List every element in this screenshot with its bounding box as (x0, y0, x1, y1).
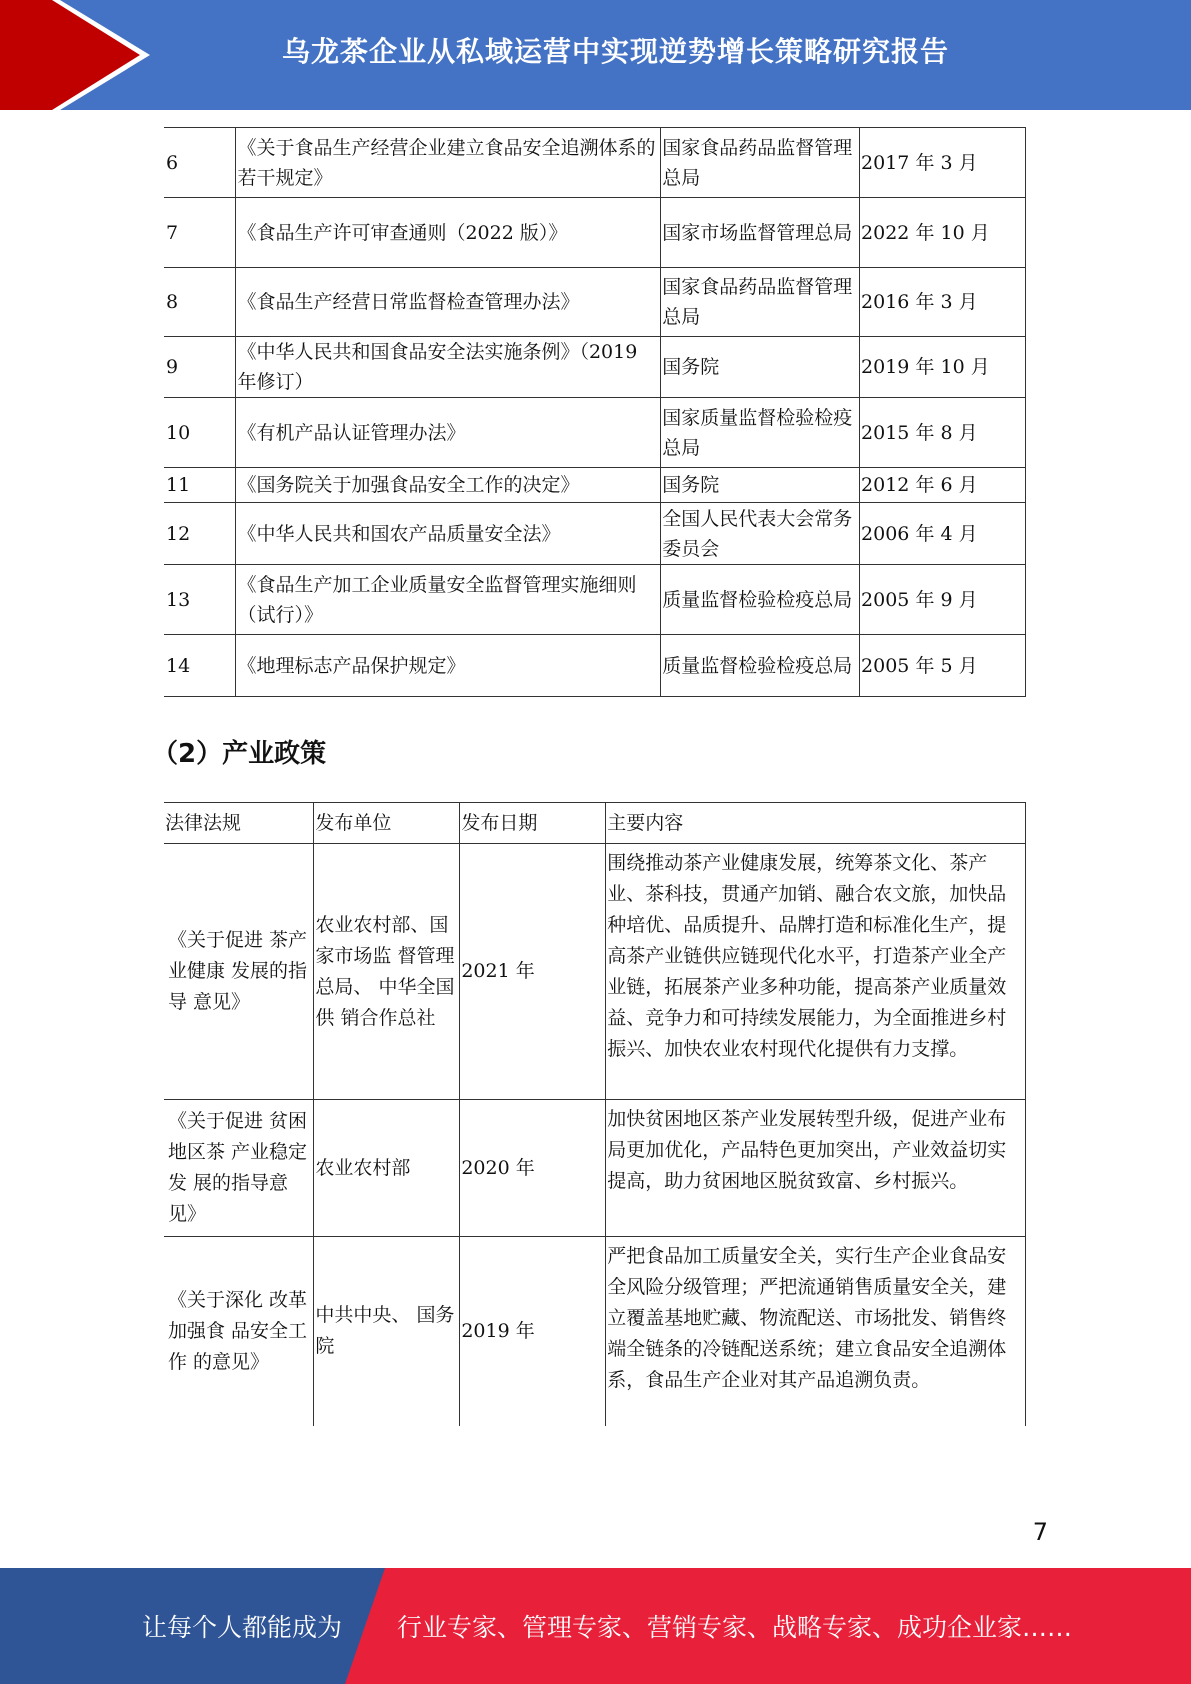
regulation-date: 2017 年 3 月 (860, 128, 1026, 198)
regulation-issuer: 国家食品药品监督管理总局 (661, 128, 860, 198)
policy-content: 严把食品加工质量安全关，实行生产企业食品安全风险分级管理；严把流通销售质量安全关，建立覆盖基地贮藏、物流配送、市场批发、销售终端全链条的冷链配送系统；建立食品安全追溯体系，食品生产企业对其产品追溯负责。 (606, 1237, 1026, 1426)
regulation-name: 《中华人民共和国农产品质量安全法》 (236, 503, 661, 565)
row-number: 6 (164, 128, 236, 198)
report-title: 乌龙茶企业从私域运营中实现逆势增长策略研究报告 (281, 35, 949, 68)
regulation-issuer: 国家市场监督管理总局 (661, 198, 860, 268)
table-row (164, 468, 1026, 503)
regulation-name: 《食品生产许可审查通则（2022 版）》 (236, 198, 661, 268)
row-number: 12 (164, 503, 236, 565)
regulations-table (164, 127, 1026, 697)
row-number: 11 (164, 468, 236, 503)
table-row (164, 1100, 1026, 1237)
table-row (164, 844, 1026, 1100)
table-row (164, 503, 1026, 565)
regulation-date: 2019 年 10 月 (860, 337, 1026, 398)
policy-content: 加快贫困地区茶产业发展转型升级，促进产业布局更加优化，产品特色更加突出，产业效益切实提高，助力贫困地区脱贫致富、乡村振兴。 (606, 1100, 1026, 1237)
regulation-name: 《有机产品认证管理办法》 (236, 398, 661, 468)
regulation-name: 《食品生产经营日常监督检查管理办法》 (236, 268, 661, 337)
regulation-date: 2022 年 10 月 (860, 198, 1026, 268)
regulation-date: 2006 年 4 月 (860, 503, 1026, 565)
row-number: 10 (164, 398, 236, 468)
table-row (164, 565, 1026, 635)
regulation-issuer: 质量监督检验检疫总局 (661, 635, 860, 697)
table-row (164, 1237, 1026, 1426)
regulation-issuer: 质量监督检验检疫总局 (661, 565, 860, 635)
table-row (164, 268, 1026, 337)
regulation-name: 《关于食品生产经营企业建立食品安全追溯体系的若干规定》 (236, 128, 661, 198)
policy-name: 《关于促进 贫困地区茶 产业稳定发 展的指导意 见》 (164, 1100, 314, 1237)
row-number: 13 (164, 565, 236, 635)
regulation-issuer: 国家质量监督检验检疫总局 (661, 398, 860, 468)
column-header: 发布单位 (314, 803, 460, 844)
regulation-name: 《中华人民共和国食品安全法实施条例》（2019 年修订） (236, 337, 661, 398)
regulation-issuer: 国家食品药品监督管理总局 (661, 268, 860, 337)
page-number: 7 (1032, 1518, 1048, 1546)
policy-name: 《关于深化 改革加强食 品安全工作 的意见》 (164, 1237, 314, 1426)
table-header-row (164, 803, 1026, 844)
regulation-issuer: 国务院 (661, 337, 860, 398)
regulation-date: 2016 年 3 月 (860, 268, 1026, 337)
column-header: 发布日期 (460, 803, 606, 844)
policy-date: 2019 年 (460, 1237, 606, 1426)
regulation-date: 2012 年 6 月 (860, 468, 1026, 503)
footer-slogan-right: 行业专家、管理专家、营销专家、战略专家、成功企业家…… (397, 1613, 1073, 1642)
page-header (0, 0, 1191, 110)
policy-date: 2021 年 (460, 844, 606, 1100)
table-row (164, 337, 1026, 398)
footer-slogan-left: 让每个人都能成为 (142, 1613, 343, 1642)
column-header: 法律法规 (164, 803, 314, 844)
table-row (164, 198, 1026, 268)
page-footer (0, 1568, 1191, 1684)
regulation-date: 2015 年 8 月 (860, 398, 1026, 468)
table-row (164, 635, 1026, 697)
policy-date: 2020 年 (460, 1100, 606, 1237)
header-arrow-decoration (0, 0, 160, 110)
regulation-name: 《地理标志产品保护规定》 (236, 635, 661, 697)
policy-issuer: 中共中央、 国务院 (314, 1237, 460, 1426)
regulation-name: 《国务院关于加强食品安全工作的决定》 (236, 468, 661, 503)
policy-content: 围绕推动茶产业健康发展，统筹茶文化、茶产业、茶科技，贯通产加销、融合农文旅，加快品种培优、品质提升、品牌打造和标准化生产，提高茶产业链供应链现代化水平，打造茶产业全产业链，拓展茶产业多种功能，提高茶产业质量效益、竞争力和可持续发展能力，为全面推进乡村振兴、加快农业农村现代化提供有力支撑。 (606, 844, 1026, 1100)
table-row (164, 128, 1026, 198)
regulation-date: 2005 年 5 月 (860, 635, 1026, 697)
policy-table (164, 802, 1026, 1426)
policy-name: 《关于促进 茶产业健康 发展的指导 意见》 (164, 844, 314, 1100)
regulation-issuer: 国务院 (661, 468, 860, 503)
column-header: 主要内容 (606, 803, 1026, 844)
row-number: 9 (164, 337, 236, 398)
regulation-date: 2005 年 9 月 (860, 565, 1026, 635)
section-heading: （2）产业政策 (152, 739, 327, 769)
row-number: 14 (164, 635, 236, 697)
regulation-issuer: 全国人民代表大会常务委员会 (661, 503, 860, 565)
policy-issuer: 农业农村部、国家市场监 督管理总局、 中华全国供 销合作总社 (314, 844, 460, 1100)
row-number: 8 (164, 268, 236, 337)
regulation-name: 《食品生产加工企业质量安全监督管理实施细则（试行）》 (236, 565, 661, 635)
table-row (164, 398, 1026, 468)
row-number: 7 (164, 198, 236, 268)
policy-issuer: 农业农村部 (314, 1100, 460, 1237)
